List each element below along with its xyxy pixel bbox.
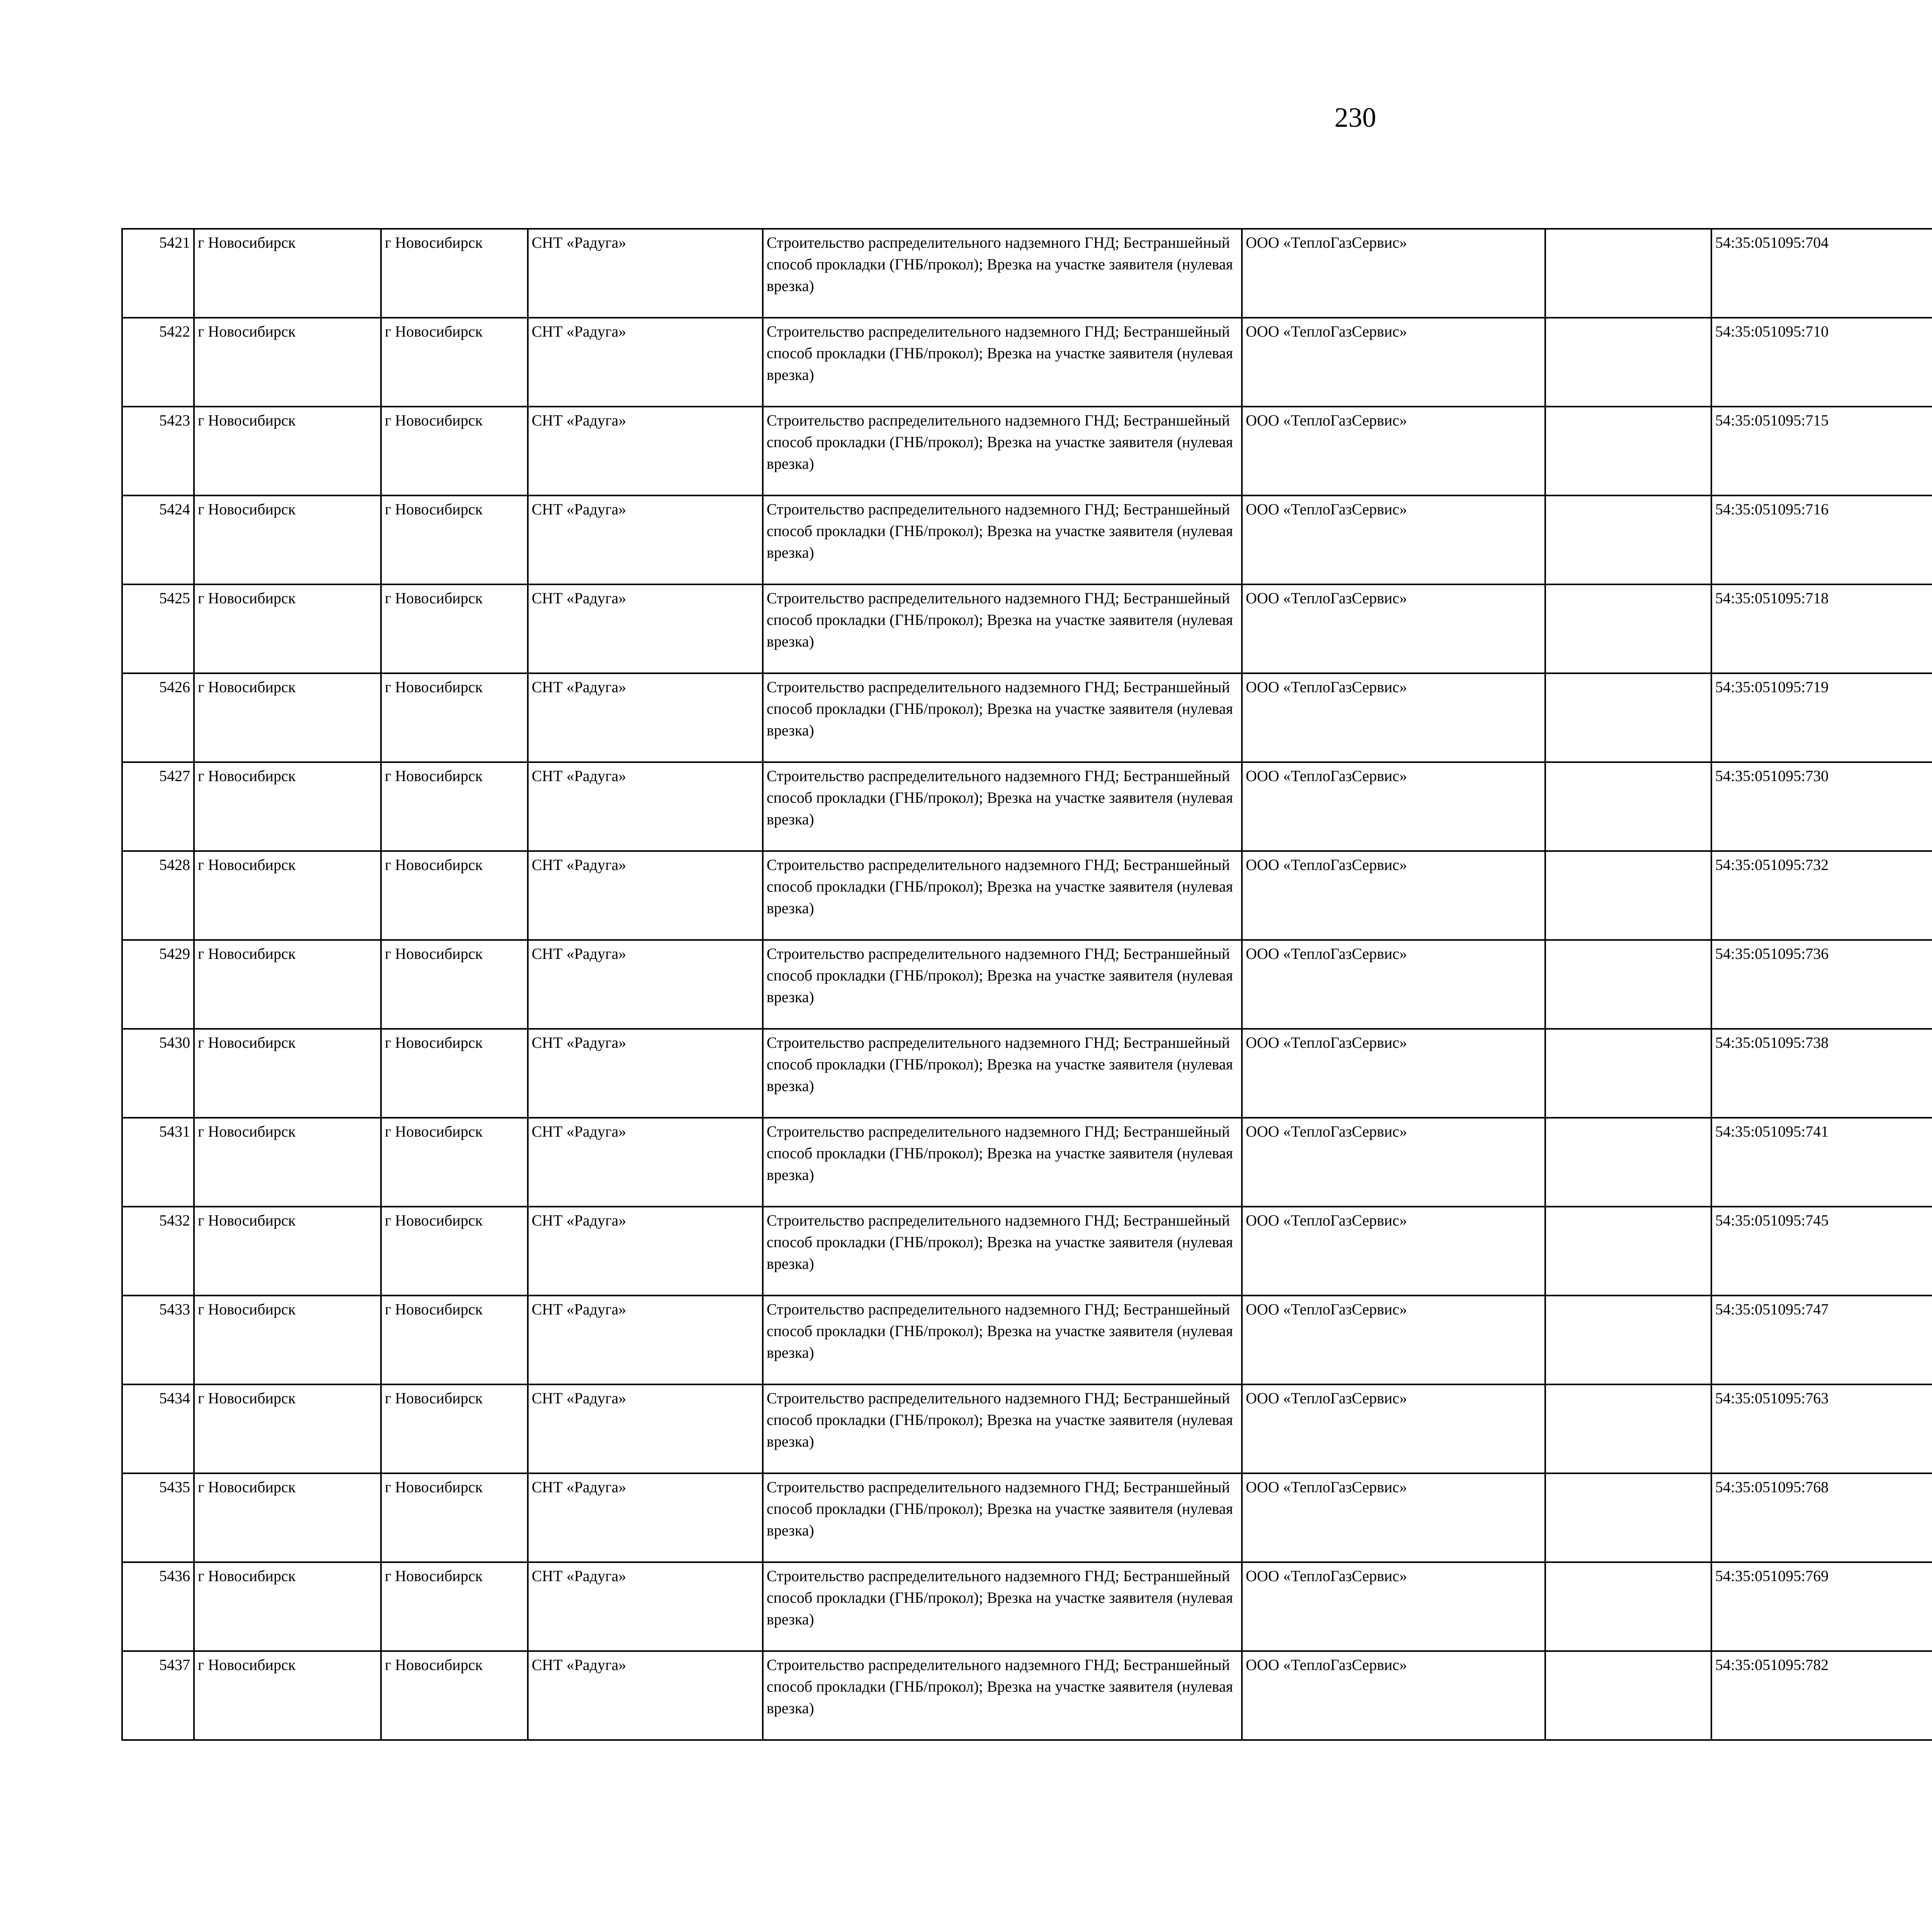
cell-locality: г Новосибирск [381, 851, 528, 940]
cell-row-number: 5429 [122, 940, 194, 1029]
cell-row-number: 5433 [122, 1296, 194, 1384]
cell-district: г Новосибирск [194, 1562, 381, 1651]
table-row [122, 1651, 1932, 1740]
table-row [122, 940, 1932, 1029]
cell-district: г Новосибирск [194, 318, 381, 407]
cell-district: г Новосибирск [194, 762, 381, 851]
cell-cadastral-number: 54:35:051095:769 [1711, 1562, 1932, 1651]
table-row [122, 407, 1932, 495]
cell-work-description: Строительство распределительного надземного ГНД; Бестраншейный способ прокладки (ГНБ/прокол); Врезка на участке заявителя (нулевая врезка) [763, 1651, 1242, 1740]
cell-district: г Новосибирск [194, 1118, 381, 1207]
cell-cadastral-number: 54:35:051095:741 [1711, 1118, 1932, 1207]
cell-district: г Новосибирск [194, 407, 381, 495]
cell-cadastral-number: 54:35:051095:718 [1711, 584, 1932, 673]
cell-district: г Новосибирск [194, 1651, 381, 1740]
cell-empty [1545, 407, 1711, 495]
cell-executor: ООО «ТеплоГазСервис» [1242, 1562, 1545, 1651]
cell-district: г Новосибирск [194, 1473, 381, 1562]
cell-row-number: 5431 [122, 1118, 194, 1207]
table-row [122, 1296, 1932, 1384]
cell-empty [1545, 762, 1711, 851]
cell-locality: г Новосибирск [381, 584, 528, 673]
register-table-body [122, 229, 1932, 1740]
cell-executor: ООО «ТеплоГазСервис» [1242, 229, 1545, 318]
cell-row-number: 5432 [122, 1207, 194, 1296]
cell-district: г Новосибирск [194, 851, 381, 940]
cell-row-number: 5437 [122, 1651, 194, 1740]
cell-work-description: Строительство распределительного надземного ГНД; Бестраншейный способ прокладки (ГНБ/прокол); Врезка на участке заявителя (нулевая врезка) [763, 1118, 1242, 1207]
cell-empty [1545, 584, 1711, 673]
table-row [122, 1562, 1932, 1651]
cell-executor: ООО «ТеплоГазСервис» [1242, 318, 1545, 407]
cell-cadastral-number: 54:35:051095:782 [1711, 1651, 1932, 1740]
cell-locality: г Новосибирск [381, 1384, 528, 1473]
cell-empty [1545, 673, 1711, 762]
table-row [122, 584, 1932, 673]
table-row [122, 673, 1932, 762]
cell-locality: г Новосибирск [381, 495, 528, 584]
cell-row-number: 5422 [122, 318, 194, 407]
cell-locality: г Новосибирск [381, 673, 528, 762]
cell-object: СНТ «Радуга» [528, 1651, 763, 1740]
cell-executor: ООО «ТеплоГазСервис» [1242, 1296, 1545, 1384]
cell-object: СНТ «Радуга» [528, 584, 763, 673]
cell-locality: г Новосибирск [381, 1029, 528, 1118]
cell-object: СНТ «Радуга» [528, 318, 763, 407]
table-row [122, 1207, 1932, 1296]
table-row [122, 229, 1932, 318]
cell-row-number: 5430 [122, 1029, 194, 1118]
cell-work-description: Строительство распределительного надземного ГНД; Бестраншейный способ прокладки (ГНБ/прокол); Врезка на участке заявителя (нулевая врезка) [763, 1384, 1242, 1473]
cell-empty [1545, 851, 1711, 940]
cell-locality: г Новосибирск [381, 1118, 528, 1207]
cell-work-description: Строительство распределительного надземного ГНД; Бестраншейный способ прокладки (ГНБ/прокол); Врезка на участке заявителя (нулевая врезка) [763, 1296, 1242, 1384]
cell-object: СНТ «Радуга» [528, 762, 763, 851]
cell-district: г Новосибирск [194, 673, 381, 762]
cell-executor: ООО «ТеплоГазСервис» [1242, 1384, 1545, 1473]
cell-object: СНТ «Радуга» [528, 1029, 763, 1118]
gas-connection-register-table [121, 228, 1932, 1741]
cell-row-number: 5434 [122, 1384, 194, 1473]
cell-work-description: Строительство распределительного надземного ГНД; Бестраншейный способ прокладки (ГНБ/прокол); Врезка на участке заявителя (нулевая врезка) [763, 1029, 1242, 1118]
cell-district: г Новосибирск [194, 940, 381, 1029]
table-row [122, 1473, 1932, 1562]
cell-executor: ООО «ТеплоГазСервис» [1242, 851, 1545, 940]
cell-cadastral-number: 54:35:051095:763 [1711, 1384, 1932, 1473]
cell-work-description: Строительство распределительного надземного ГНД; Бестраншейный способ прокладки (ГНБ/прокол); Врезка на участке заявителя (нулевая врезка) [763, 407, 1242, 495]
cell-empty [1545, 318, 1711, 407]
cell-cadastral-number: 54:35:051095:732 [1711, 851, 1932, 940]
cell-row-number: 5421 [122, 229, 194, 318]
cell-executor: ООО «ТеплоГазСервис» [1242, 1651, 1545, 1740]
cell-empty [1545, 1473, 1711, 1562]
cell-cadastral-number: 54:35:051095:745 [1711, 1207, 1932, 1296]
table-row [122, 1118, 1932, 1207]
table-row [122, 318, 1932, 407]
cell-work-description: Строительство распределительного надземного ГНД; Бестраншейный способ прокладки (ГНБ/прокол); Врезка на участке заявителя (нулевая врезка) [763, 940, 1242, 1029]
cell-cadastral-number: 54:35:051095:768 [1711, 1473, 1932, 1562]
cell-locality: г Новосибирск [381, 940, 528, 1029]
cell-empty [1545, 1207, 1711, 1296]
cell-object: СНТ «Радуга» [528, 1118, 763, 1207]
cell-work-description: Строительство распределительного надземного ГНД; Бестраншейный способ прокладки (ГНБ/прокол); Врезка на участке заявителя (нулевая врезка) [763, 495, 1242, 584]
cell-locality: г Новосибирск [381, 1473, 528, 1562]
cell-locality: г Новосибирск [381, 762, 528, 851]
cell-cadastral-number: 54:35:051095:719 [1711, 673, 1932, 762]
table-row [122, 495, 1932, 584]
cell-cadastral-number: 54:35:051095:716 [1711, 495, 1932, 584]
cell-cadastral-number: 54:35:051095:710 [1711, 318, 1932, 407]
page-number: 230 [1334, 102, 1376, 133]
cell-executor: ООО «ТеплоГазСервис» [1242, 1118, 1545, 1207]
cell-empty [1545, 1029, 1711, 1118]
cell-executor: ООО «ТеплоГазСервис» [1242, 584, 1545, 673]
table-row [122, 1029, 1932, 1118]
cell-locality: г Новосибирск [381, 229, 528, 318]
cell-work-description: Строительство распределительного надземного ГНД; Бестраншейный способ прокладки (ГНБ/прокол); Врезка на участке заявителя (нулевая врезка) [763, 673, 1242, 762]
cell-work-description: Строительство распределительного надземного ГНД; Бестраншейный способ прокладки (ГНБ/прокол); Врезка на участке заявителя (нулевая врезка) [763, 1562, 1242, 1651]
cell-empty [1545, 1562, 1711, 1651]
cell-locality: г Новосибирск [381, 1207, 528, 1296]
cell-cadastral-number: 54:35:051095:747 [1711, 1296, 1932, 1384]
cell-object: СНТ «Радуга» [528, 851, 763, 940]
cell-object: СНТ «Радуга» [528, 673, 763, 762]
cell-district: г Новосибирск [194, 1029, 381, 1118]
cell-empty [1545, 940, 1711, 1029]
cell-row-number: 5436 [122, 1562, 194, 1651]
cell-object: СНТ «Радуга» [528, 1384, 763, 1473]
cell-cadastral-number: 54:35:051095:715 [1711, 407, 1932, 495]
cell-locality: г Новосибирск [381, 1296, 528, 1384]
cell-locality: г Новосибирск [381, 318, 528, 407]
cell-row-number: 5427 [122, 762, 194, 851]
cell-district: г Новосибирск [194, 1207, 381, 1296]
cell-row-number: 5424 [122, 495, 194, 584]
cell-locality: г Новосибирск [381, 1562, 528, 1651]
cell-executor: ООО «ТеплоГазСервис» [1242, 762, 1545, 851]
cell-object: СНТ «Радуга» [528, 1207, 763, 1296]
cell-locality: г Новосибирск [381, 1651, 528, 1740]
cell-cadastral-number: 54:35:051095:730 [1711, 762, 1932, 851]
table-row [122, 1384, 1932, 1473]
cell-object: СНТ «Радуга» [528, 940, 763, 1029]
cell-empty [1545, 1296, 1711, 1384]
table-row [122, 851, 1932, 940]
cell-object: СНТ «Радуга» [528, 1473, 763, 1562]
cell-object: СНТ «Радуга» [528, 1296, 763, 1384]
cell-cadastral-number: 54:35:051095:704 [1711, 229, 1932, 318]
cell-object: СНТ «Радуга» [528, 1562, 763, 1651]
cell-executor: ООО «ТеплоГазСервис» [1242, 1207, 1545, 1296]
cell-object: СНТ «Радуга» [528, 495, 763, 584]
cell-cadastral-number: 54:35:051095:736 [1711, 940, 1932, 1029]
cell-empty [1545, 1384, 1711, 1473]
cell-executor: ООО «ТеплоГазСервис» [1242, 1029, 1545, 1118]
cell-empty [1545, 1118, 1711, 1207]
cell-row-number: 5423 [122, 407, 194, 495]
cell-empty [1545, 229, 1711, 318]
cell-work-description: Строительство распределительного надземного ГНД; Бестраншейный способ прокладки (ГНБ/прокол); Врезка на участке заявителя (нулевая врезка) [763, 584, 1242, 673]
cell-executor: ООО «ТеплоГазСервис» [1242, 1473, 1545, 1562]
cell-work-description: Строительство распределительного надземного ГНД; Бестраншейный способ прокладки (ГНБ/прокол); Врезка на участке заявителя (нулевая врезка) [763, 1207, 1242, 1296]
cell-row-number: 5428 [122, 851, 194, 940]
cell-executor: ООО «ТеплоГазСервис» [1242, 495, 1545, 584]
cell-district: г Новосибирск [194, 584, 381, 673]
cell-object: СНТ «Радуга» [528, 229, 763, 318]
cell-row-number: 5425 [122, 584, 194, 673]
cell-work-description: Строительство распределительного надземного ГНД; Бестраншейный способ прокладки (ГНБ/прокол); Врезка на участке заявителя (нулевая врезка) [763, 762, 1242, 851]
cell-empty [1545, 495, 1711, 584]
cell-object: СНТ «Радуга» [528, 407, 763, 495]
cell-work-description: Строительство распределительного надземного ГНД; Бестраншейный способ прокладки (ГНБ/прокол); Врезка на участке заявителя (нулевая врезка) [763, 851, 1242, 940]
cell-cadastral-number: 54:35:051095:738 [1711, 1029, 1932, 1118]
cell-locality: г Новосибирск [381, 407, 528, 495]
cell-work-description: Строительство распределительного надземного ГНД; Бестраншейный способ прокладки (ГНБ/прокол); Врезка на участке заявителя (нулевая врезка) [763, 318, 1242, 407]
cell-work-description: Строительство распределительного надземного ГНД; Бестраншейный способ прокладки (ГНБ/прокол); Врезка на участке заявителя (нулевая врезка) [763, 229, 1242, 318]
cell-row-number: 5426 [122, 673, 194, 762]
cell-district: г Новосибирск [194, 1384, 381, 1473]
cell-empty [1545, 1651, 1711, 1740]
cell-district: г Новосибирск [194, 495, 381, 584]
cell-district: г Новосибирск [194, 1296, 381, 1384]
cell-executor: ООО «ТеплоГазСервис» [1242, 407, 1545, 495]
cell-district: г Новосибирск [194, 229, 381, 318]
cell-work-description: Строительство распределительного надземного ГНД; Бестраншейный способ прокладки (ГНБ/прокол); Врезка на участке заявителя (нулевая врезка) [763, 1473, 1242, 1562]
cell-executor: ООО «ТеплоГазСервис» [1242, 673, 1545, 762]
cell-executor: ООО «ТеплоГазСервис» [1242, 940, 1545, 1029]
table-row [122, 762, 1932, 851]
cell-row-number: 5435 [122, 1473, 194, 1562]
